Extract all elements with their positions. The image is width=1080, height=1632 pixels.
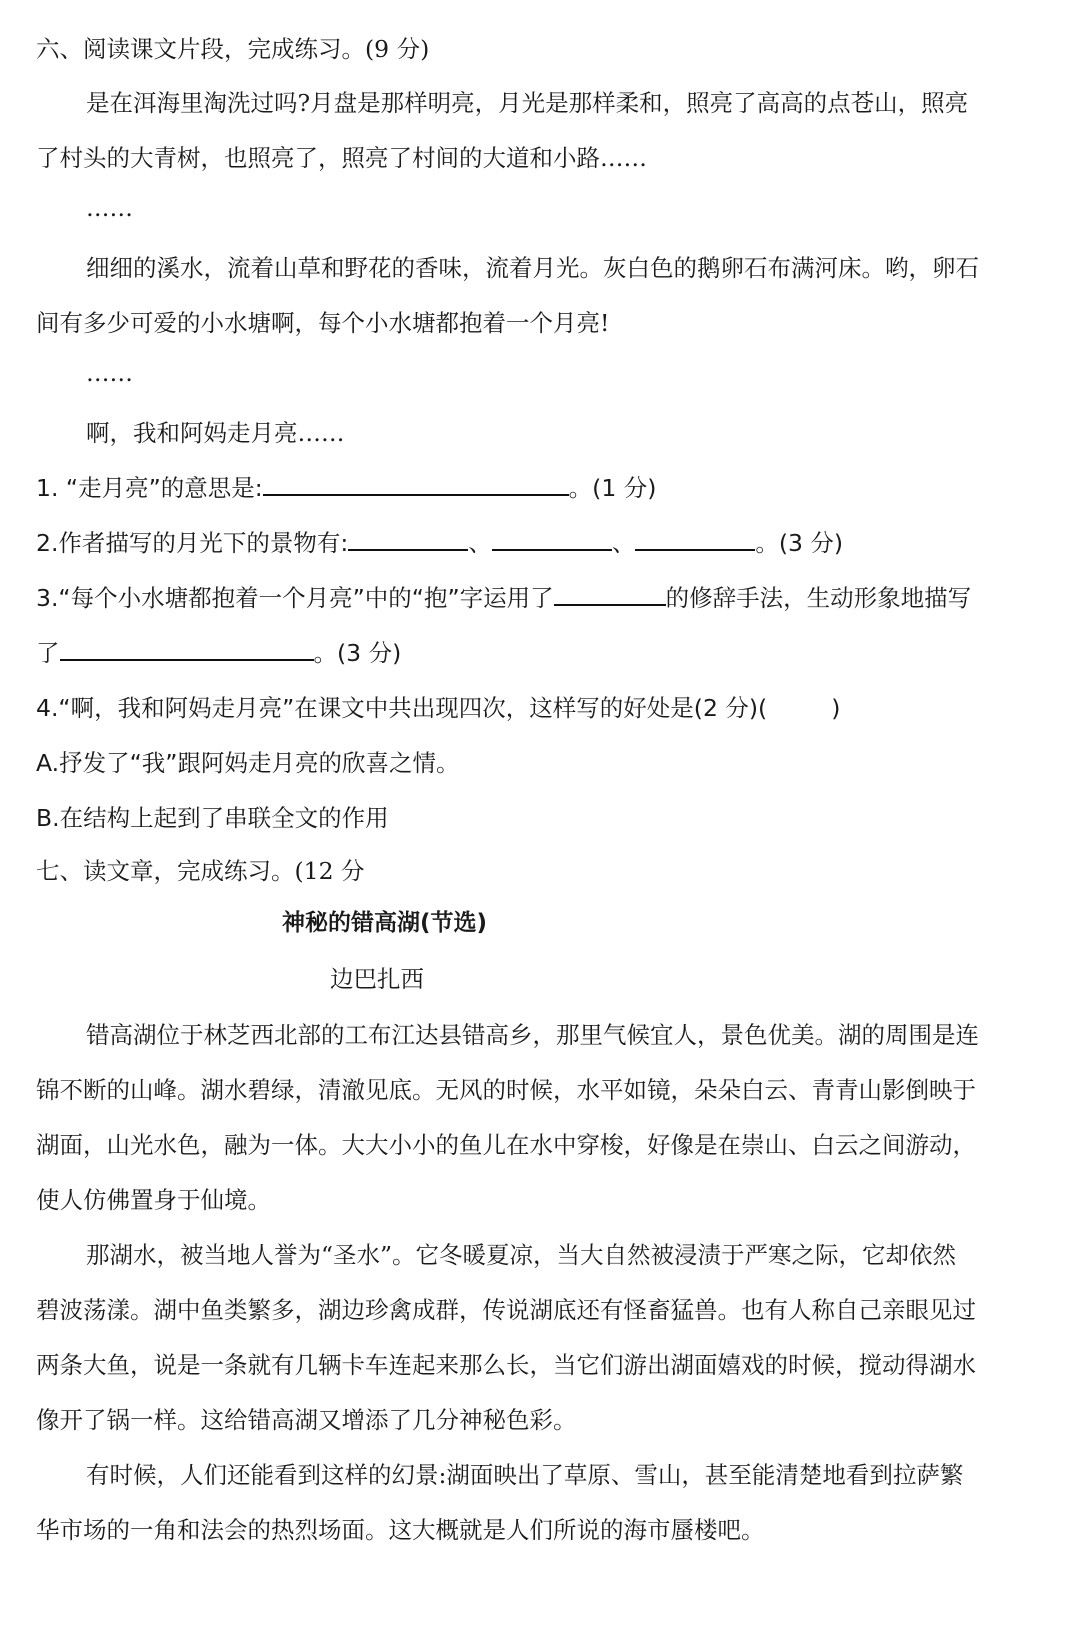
question-3-score: 。(3 分) xyxy=(313,639,402,667)
section6-heading: 六、阅读课文片段，完成练习。(9 分) xyxy=(36,35,430,63)
passage-ellipsis: …… xyxy=(86,359,133,387)
passage-line: 间有多少可爱的小水塘啊，每个小水塘都抱着一个月亮! xyxy=(36,309,610,337)
article-line: 两条大鱼，说是一条就有几辆卡车连起来那么长，当它们游出湖面嬉戏的时候，搅动得湖水 xyxy=(36,1351,976,1379)
separator: 、 xyxy=(468,529,492,557)
article-line: 错高湖位于林芝西北部的工布江达县错高乡，那里气候宜人，景色优美。湖的周围是连 xyxy=(86,1021,979,1049)
article-line: 华市场的一角和法会的热烈场面。这大概就是人们所说的海市蜃楼吧。 xyxy=(36,1516,765,1544)
passage-line: 啊，我和阿妈走月亮…… xyxy=(86,419,345,447)
article-line: 那湖水，被当地人誉为“圣水”。它冬暖夏凉，当大自然被浸渍于严寒之际，它却依然 xyxy=(86,1241,957,1269)
article-line: 碧波荡漾。湖中鱼类繁多，湖边珍禽成群，传说湖底还有怪畜猛兽。也有人称自己亲眼见过 xyxy=(36,1296,976,1324)
article-line: 湖面，山光水色，融为一体。大大小小的鱼儿在水中穿梭，好像是在崇山、白云之间游动， xyxy=(36,1131,976,1159)
section7-heading: 七、读文章，完成练习。(12 分 xyxy=(36,857,365,885)
separator: 、 xyxy=(611,529,636,557)
question-3-text: 3.“每个小水塘都抱着一个月亮”中的“抱”字运用了 xyxy=(36,584,554,612)
option-b: B.在结构上起到了串联全文的作用 xyxy=(36,804,389,832)
article-line: 像开了锅一样。这给错高湖又增添了几分神秘色彩。 xyxy=(36,1406,577,1434)
question-3-mid: 的修辞手法，生动形象地描写 xyxy=(665,584,972,612)
article-line: 锦不断的山峰。湖水碧绿，清澈见底。无风的时候，水平如镜，朵朵白云、青青山影倒映于 xyxy=(36,1076,976,1104)
passage-line: 细细的溪水，流着山草和野花的香味，流着月光。灰白色的鹅卵石布满河床。哟，卵石 xyxy=(86,254,979,282)
answer-blank-2c[interactable] xyxy=(635,548,755,551)
answer-blank-2a[interactable] xyxy=(348,548,468,551)
answer-blank-3b[interactable] xyxy=(60,658,314,661)
passage-line: 了村头的大青树，也照亮了，照亮了村间的大道和小路…… xyxy=(36,144,647,172)
question-4-text: 4.“啊，我和阿妈走月亮”在课文中共出现四次，这样写的好处是(2 分)( xyxy=(36,694,768,722)
article-line: 使人仿佛置身于仙境。 xyxy=(36,1186,271,1214)
article-line: 有时候，人们还能看到这样的幻景:湖面映出了草原、雪山，甚至能清楚地看到拉萨繁 xyxy=(86,1461,964,1489)
answer-blank-3a[interactable] xyxy=(554,603,666,606)
question-1-score: 。(1 分) xyxy=(568,474,657,502)
question-3-line2 xyxy=(36,634,401,668)
article-title: 神秘的错高湖(节选) xyxy=(282,910,488,936)
question-3 xyxy=(36,579,971,613)
article-author: 边巴扎西 xyxy=(330,965,424,993)
question-3-prefix: 了 xyxy=(36,639,60,667)
option-a: A.抒发了“我”跟阿妈走月亮的欣喜之情。 xyxy=(36,749,460,777)
answer-blank-1[interactable] xyxy=(263,493,569,496)
question-4-close: ) xyxy=(831,694,841,722)
question-1 xyxy=(36,469,656,503)
passage-ellipsis: …… xyxy=(86,194,133,222)
answer-blank-2b[interactable] xyxy=(492,548,612,551)
question-1-text: 1. “走月亮”的意思是: xyxy=(36,474,263,502)
question-2-text: 2.作者描写的月光下的景物有: xyxy=(36,529,349,557)
question-2-score: 。(3 分) xyxy=(755,529,844,557)
passage-line: 是在洱海里淘洗过吗?月盘是那样明亮，月光是那样柔和，照亮了高高的点苍山，照亮 xyxy=(86,89,969,117)
question-2 xyxy=(36,524,843,558)
question-4 xyxy=(36,689,840,723)
